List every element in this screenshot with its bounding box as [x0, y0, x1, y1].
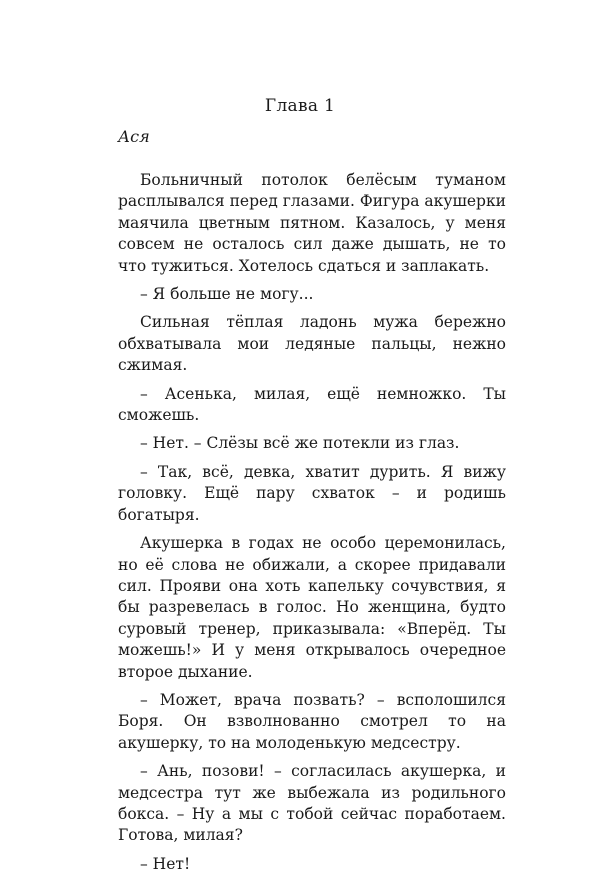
paragraph: – Может, врача позвать? – всполошился Боря. Он взволнованно смотрел то на акушерку, то на молоденькую медсестру. — [118, 690, 506, 752]
paragraph: – Нет! — [140, 854, 191, 873]
chapter-title: Глава 1 — [264, 96, 336, 116]
paragraph: – Так, всё, девка, хватит дурить. Я вижу головку. Ещё пару схваток – и родишь богатыря. — [118, 462, 506, 524]
paragraph: – Я больше не могу... — [140, 285, 314, 304]
paragraph: Больничный потолок белёсым туманом расплывался перед глазами. Фигура акушерки маячила цветным пятном. Казалось, у меня совсем не осталось сил даже дышать, не то что тужиться. Хотелось сдаться и заплакать. — [118, 171, 506, 275]
chapter-subtitle: Ася — [118, 127, 150, 146]
paragraph: Акушерка в годах не особо церемонилась, но её слова не обижали, а скорее придавали сил. Прояви она хоть капельку сочувствия, я бы разревелась в голос. Но женщина, будто суровый тренер, приказывала: «Вперёд. Ты можешь!» И у меня открывалось очередное второе дыхание. — [118, 534, 506, 681]
paragraph: – Ань, позови! – согласилась акушерка, и медсестра тут же выбежала из родильного бокса. – Ну а мы с тобой сейчас поработаем. Готова, милая? — [118, 762, 506, 845]
paragraph: – Асенька, милая, ещё немножко. Ты сможешь. — [118, 384, 506, 425]
paragraph: Сильная тёплая ладонь мужа бережно обхватывала мои ледяные пальцы, нежно сжимая. — [118, 313, 506, 375]
paragraph: – Нет. – Слёзы всё же потекли из глаз. — [140, 434, 460, 453]
chapter-text — [118, 170, 506, 882]
